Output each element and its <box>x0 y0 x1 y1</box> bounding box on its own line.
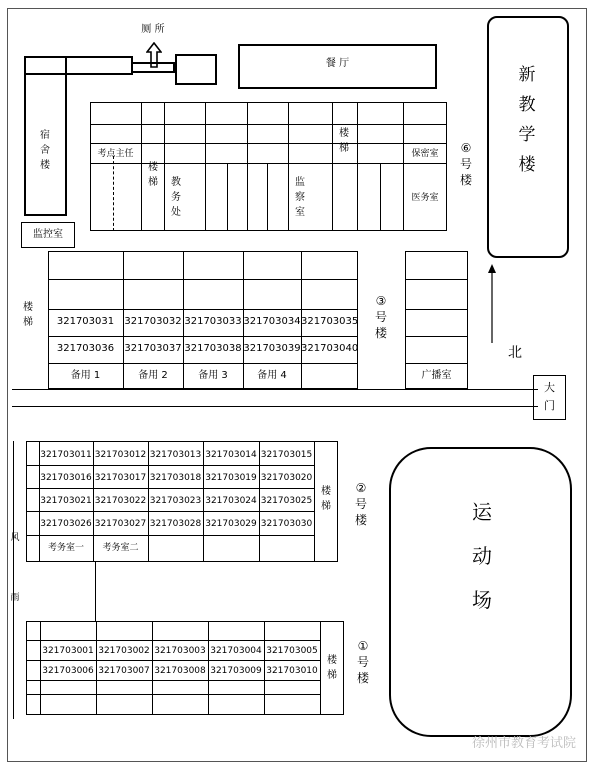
b2-room: 321703012 <box>94 450 147 460</box>
b2-room: 321703023 <box>149 496 202 506</box>
b1-room: 321703002 <box>98 646 150 656</box>
b3-room: 321703032 <box>124 316 182 327</box>
b1-room: 321703009 <box>210 666 262 676</box>
corridor-label: 风雨 <box>10 533 20 603</box>
b2-room: 321703017 <box>94 473 147 483</box>
b1-room: 321703001 <box>42 646 94 656</box>
b2-room: 321703019 <box>205 473 257 483</box>
b2-room: 321703029 <box>205 519 257 529</box>
broadcast-block <box>405 251 468 389</box>
b3-room: 321703037 <box>124 343 182 354</box>
north-arrow-icon <box>486 263 498 343</box>
playground-label: 运动场 <box>472 500 492 612</box>
b1-stairs: 楼梯 <box>327 655 337 681</box>
toilet-connector <box>131 62 175 73</box>
b1-room: 321703010 <box>266 666 318 676</box>
exam-affairs-room-2: 考务室二 <box>102 543 139 553</box>
b3-room: 321703033 <box>184 316 242 327</box>
north-label: 北 <box>508 345 522 361</box>
b6-stairs-left: 楼梯 <box>148 162 158 188</box>
new-building-label: 新教学楼 <box>518 65 536 175</box>
b3-room: 321703036 <box>56 343 115 354</box>
dining-hall-label: 餐 厅 <box>325 58 350 69</box>
b3-room: 321703035 <box>301 316 359 327</box>
b1-room: 321703007 <box>98 666 150 676</box>
b3-room: 321703034 <box>243 316 301 327</box>
b1-room: 321703008 <box>154 666 206 676</box>
road-edge-bottom <box>12 406 538 407</box>
supervision-room-label: 监察室 <box>295 177 305 218</box>
b2-room: 321703011 <box>40 450 92 460</box>
road-edge-top <box>12 389 538 390</box>
b2-stairs: 楼梯 <box>321 486 331 512</box>
academic-office-label: 教务处 <box>171 177 181 218</box>
toilet-block <box>175 54 217 85</box>
security-room-label: 保密室 <box>411 149 439 159</box>
b2-room: 321703028 <box>149 519 202 529</box>
b2-room: 321703020 <box>260 473 313 483</box>
b1-room: 321703004 <box>210 646 262 656</box>
building-6-label: ⑥号楼 <box>459 141 472 187</box>
b3-spare: 备用 2 <box>138 370 168 381</box>
b2-room: 321703021 <box>40 496 92 506</box>
b3-room: 321703040 <box>301 343 359 354</box>
corridor-right-edge <box>95 562 96 622</box>
b2-room: 321703014 <box>205 450 257 460</box>
b1-room: 321703005 <box>266 646 318 656</box>
building-1-label: ①号楼 <box>356 639 369 685</box>
b1-room: 321703006 <box>42 666 94 676</box>
b3-spare: 备用 3 <box>198 370 228 381</box>
building-2-label: ②号楼 <box>354 481 367 527</box>
b3-stairs-left: 楼梯 <box>23 302 33 328</box>
clinic-label: 医务室 <box>411 193 439 203</box>
b3-room: 321703038 <box>184 343 242 354</box>
broadcast-room-label: 广播室 <box>421 370 452 381</box>
b2-room: 321703022 <box>94 496 147 506</box>
b3-room: 321703039 <box>243 343 301 354</box>
monitor-room-label: 监控室 <box>33 229 63 240</box>
b3-spare: 备用 4 <box>257 370 287 381</box>
b3-room: 321703031 <box>56 316 115 327</box>
b2-room: 321703030 <box>260 519 313 529</box>
b2-room: 321703013 <box>149 450 202 460</box>
building-3-label: ③号楼 <box>374 294 387 340</box>
b6-stairs-right: 楼梯 <box>339 128 349 154</box>
b2-room: 321703027 <box>94 519 147 529</box>
b2-room: 321703018 <box>149 473 202 483</box>
exam-director-label: 考点主任 <box>97 149 134 159</box>
b2-room: 321703016 <box>40 473 92 483</box>
b2-room: 321703026 <box>40 519 92 529</box>
exam-affairs-room-1: 考务室一 <box>47 543 84 553</box>
main-gate-label: 大门 <box>544 381 555 412</box>
b3-spare: 备用 1 <box>70 370 101 381</box>
building-6 <box>90 102 447 231</box>
b1-room: 321703003 <box>154 646 206 656</box>
b2-room: 321703024 <box>205 496 257 506</box>
watermark: 徐州市教育考试院 <box>471 736 576 751</box>
dorm-label: 宿舍楼 <box>40 130 50 171</box>
b2-room: 321703025 <box>260 496 313 506</box>
toilet-label: 厕 所 <box>141 24 165 35</box>
b2-room: 321703015 <box>260 450 313 460</box>
